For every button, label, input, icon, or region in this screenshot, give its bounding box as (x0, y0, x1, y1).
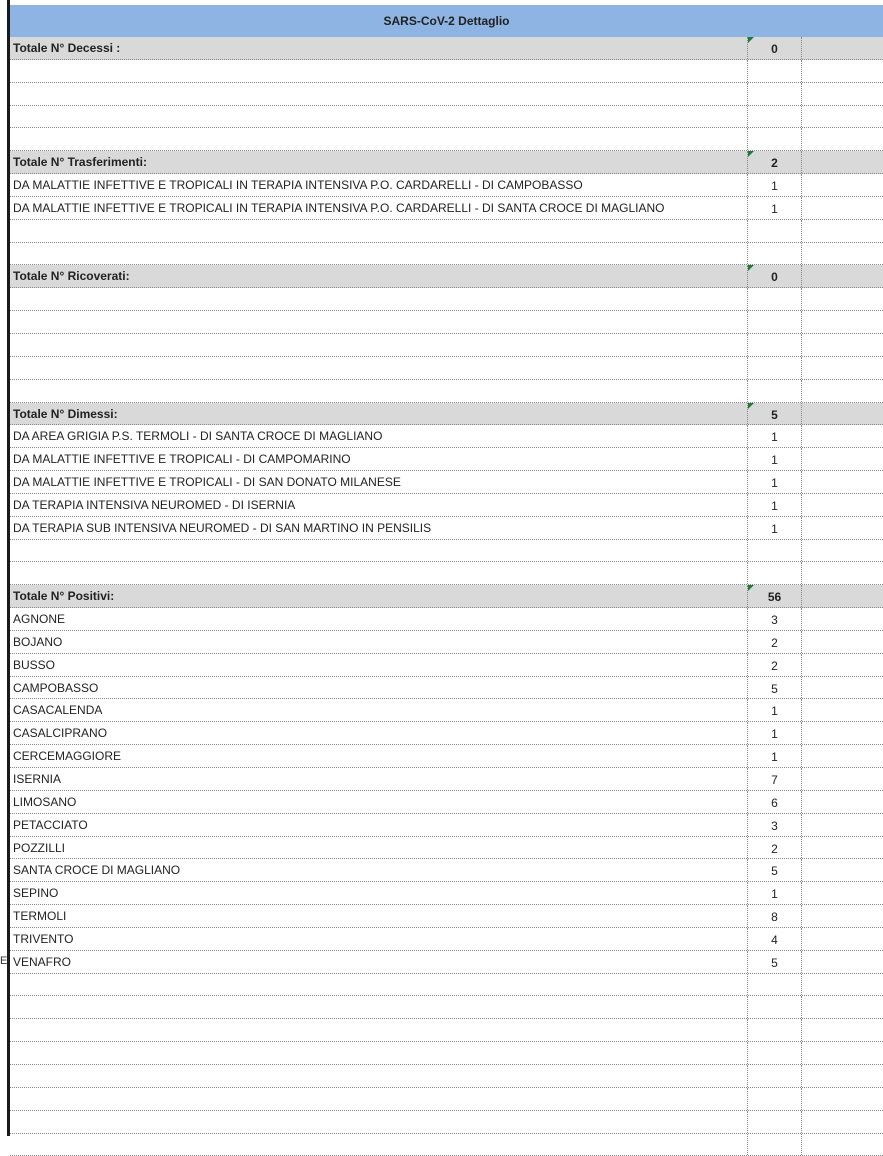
data-table (10, 37, 883, 1156)
empty-cell[interactable] (802, 677, 883, 699)
empty-cell[interactable] (802, 1111, 883, 1133)
empty-row (10, 974, 883, 997)
row-value-cell[interactable]: 2 (747, 631, 802, 653)
row-value-cell[interactable] (747, 334, 802, 356)
empty-cell[interactable] (802, 128, 883, 150)
row-value-cell[interactable]: 4 (747, 928, 802, 950)
table-row (10, 425, 883, 448)
row-value-cell[interactable]: 1 (747, 699, 802, 721)
empty-cell[interactable] (802, 791, 883, 813)
empty-cell[interactable] (802, 1019, 883, 1041)
table-row (10, 448, 883, 471)
empty-cell[interactable] (802, 859, 883, 881)
empty-cell[interactable] (802, 837, 883, 859)
stray-cell-char: E (0, 955, 7, 967)
row-label-cell[interactable]: CASALCIPRANO (10, 722, 747, 744)
table-row (10, 814, 883, 837)
empty-row (10, 1065, 883, 1088)
table-row (10, 677, 883, 700)
row-value-cell[interactable] (747, 540, 802, 562)
table-row (10, 494, 883, 517)
row-value-cell[interactable] (747, 562, 802, 584)
row-label-cell[interactable]: Totale N° Ricoverati: (10, 265, 747, 287)
row-value-cell[interactable] (747, 311, 802, 333)
empty-cell[interactable] (802, 151, 883, 173)
empty-cell[interactable] (802, 951, 883, 973)
row-value-cell[interactable]: 1 (747, 745, 802, 767)
section-total-row (10, 37, 883, 60)
empty-cell[interactable] (802, 631, 883, 653)
table-row (10, 699, 883, 722)
row-value-cell[interactable] (747, 288, 802, 310)
empty-row (10, 1134, 883, 1156)
row-label-cell[interactable] (10, 974, 747, 996)
row-value-cell[interactable]: 1 (747, 197, 802, 219)
empty-row (10, 540, 883, 563)
row-label-cell[interactable] (10, 996, 747, 1018)
empty-cell[interactable] (802, 882, 883, 904)
row-label-cell[interactable]: CAMPOBASSO (10, 677, 747, 699)
table-row (10, 745, 883, 768)
empty-cell[interactable] (802, 334, 883, 356)
row-value-cell[interactable] (747, 357, 802, 379)
row-value-cell[interactable] (747, 1088, 802, 1110)
row-label-cell[interactable] (10, 220, 747, 242)
empty-cell[interactable] (802, 106, 883, 128)
row-value-cell[interactable] (747, 1065, 802, 1087)
empty-row (10, 1042, 883, 1065)
row-value-cell[interactable]: 1 (747, 882, 802, 904)
row-value-cell[interactable]: 5 (747, 403, 802, 425)
empty-row (10, 1111, 883, 1134)
table-row (10, 791, 883, 814)
empty-row (10, 288, 883, 311)
row-label-cell[interactable]: DA TERAPIA SUB INTENSIVA NEUROMED - DI SAN MARTINO IN PENSILIS (10, 517, 747, 539)
table-row (10, 631, 883, 654)
row-label-cell[interactable]: DA AREA GRIGIA P.S. TERMOLI - DI SANTA CROCE DI MAGLIANO (10, 425, 747, 447)
table-row (10, 928, 883, 951)
row-label-cell[interactable] (10, 1134, 747, 1156)
empty-cell[interactable] (802, 1088, 883, 1110)
row-label-cell[interactable]: Totale N° Dimessi: (10, 403, 747, 425)
empty-cell[interactable] (802, 265, 883, 287)
row-label-cell[interactable] (10, 243, 747, 265)
empty-row (10, 380, 883, 403)
empty-cell[interactable] (802, 974, 883, 996)
sheet-title: SARS-CoV-2 Dettaglio (10, 5, 883, 37)
empty-cell[interactable] (802, 60, 883, 82)
empty-cell[interactable] (802, 1134, 883, 1156)
empty-cell[interactable] (802, 494, 883, 516)
row-label-cell[interactable] (10, 334, 747, 356)
row-value-cell[interactable] (747, 1134, 802, 1156)
row-label-cell[interactable]: BUSSO (10, 654, 747, 676)
section-total-row (10, 265, 883, 288)
empty-cell[interactable] (802, 905, 883, 927)
row-label-cell[interactable]: SEPINO (10, 882, 747, 904)
row-value-cell[interactable]: 6 (747, 791, 802, 813)
section-total-row (10, 151, 883, 174)
row-label-cell[interactable] (10, 1088, 747, 1110)
row-label-cell[interactable]: ISERNIA (10, 768, 747, 790)
empty-cell[interactable] (802, 1042, 883, 1064)
table-row (10, 471, 883, 494)
empty-cell[interactable] (802, 745, 883, 767)
row-value-cell[interactable]: 2 (747, 837, 802, 859)
row-label-cell[interactable]: Totale N° Positivi: (10, 585, 747, 607)
table-row (10, 882, 883, 905)
section-total-row (10, 403, 883, 426)
empty-cell[interactable] (802, 1065, 883, 1087)
empty-cell[interactable] (802, 448, 883, 470)
empty-cell[interactable] (802, 403, 883, 425)
row-value-cell[interactable]: 8 (747, 905, 802, 927)
table-row (10, 905, 883, 928)
table-row (10, 197, 883, 220)
row-value-cell[interactable] (747, 380, 802, 402)
table-row (10, 174, 883, 197)
empty-row (10, 128, 883, 151)
row-value-cell[interactable] (747, 220, 802, 242)
row-value-cell[interactable] (747, 83, 802, 105)
empty-row (10, 334, 883, 357)
row-value-cell[interactable]: 1 (747, 722, 802, 744)
row-label-cell[interactable] (10, 288, 747, 310)
row-label-cell[interactable]: LIMOSANO (10, 791, 747, 813)
row-value-cell[interactable]: 1 (747, 471, 802, 493)
row-value-cell[interactable]: 56 (747, 585, 802, 607)
row-label-cell[interactable] (10, 83, 747, 105)
row-label-cell[interactable]: DA MALATTIE INFETTIVE E TROPICALI IN TERAPIA INTENSIVA P.O. CARDARELLI - DI SANTA CROCE DI MAGLIANO (10, 197, 747, 219)
empty-row (10, 1019, 883, 1042)
empty-cell[interactable] (802, 722, 883, 744)
row-value-cell[interactable]: 5 (747, 859, 802, 881)
empty-cell[interactable] (802, 83, 883, 105)
row-label-cell[interactable] (10, 540, 747, 562)
empty-cell[interactable] (802, 996, 883, 1018)
row-value-cell[interactable]: 5 (747, 677, 802, 699)
row-label-cell[interactable] (10, 1042, 747, 1064)
empty-cell[interactable] (802, 357, 883, 379)
empty-cell[interactable] (802, 380, 883, 402)
row-value-cell[interactable] (747, 243, 802, 265)
row-label-cell[interactable] (10, 380, 747, 402)
row-value-cell[interactable] (747, 106, 802, 128)
empty-cell[interactable] (802, 311, 883, 333)
row-value-cell[interactable]: 0 (747, 37, 802, 59)
row-value-cell[interactable] (747, 974, 802, 996)
row-value-cell[interactable]: 3 (747, 814, 802, 836)
empty-row (10, 220, 883, 243)
row-value-cell[interactable] (747, 1111, 802, 1133)
table-row (10, 951, 883, 974)
row-label-cell[interactable]: BOJANO (10, 631, 747, 653)
empty-row (10, 357, 883, 380)
table-row (10, 654, 883, 677)
row-label-cell[interactable] (10, 562, 747, 584)
row-value-cell[interactable]: 2 (747, 654, 802, 676)
row-value-cell[interactable]: 0 (747, 265, 802, 287)
row-label-cell[interactable] (10, 128, 747, 150)
row-label-cell[interactable]: Totale N° Trasferimenti: (10, 151, 747, 173)
table-row (10, 608, 883, 631)
empty-row (10, 83, 883, 106)
row-label-cell[interactable]: PETACCIATO (10, 814, 747, 836)
row-value-cell[interactable] (747, 60, 802, 82)
empty-cell[interactable] (802, 288, 883, 310)
row-label-cell[interactable]: CASACALENDA (10, 699, 747, 721)
row-label-cell[interactable] (10, 1111, 747, 1133)
row-label-cell[interactable] (10, 311, 747, 333)
row-value-cell[interactable] (747, 1042, 802, 1064)
empty-cell[interactable] (802, 425, 883, 447)
row-value-cell[interactable]: 5 (747, 951, 802, 973)
row-value-cell[interactable]: 1 (747, 517, 802, 539)
row-label-cell[interactable]: Totale N° Decessi : (10, 37, 747, 59)
table-row (10, 517, 883, 540)
row-value-cell[interactable]: 7 (747, 768, 802, 790)
row-label-cell[interactable] (10, 106, 747, 128)
table-row (10, 837, 883, 860)
row-value-cell[interactable]: 1 (747, 425, 802, 447)
empty-row (10, 562, 883, 585)
row-label-cell[interactable]: TRIVENTO (10, 928, 747, 950)
section-total-row (10, 585, 883, 608)
empty-row (10, 60, 883, 83)
empty-row (10, 311, 883, 334)
row-label-cell[interactable]: DA MALATTIE INFETTIVE E TROPICALI IN TERAPIA INTENSIVA P.O. CARDARELLI - DI CAMPOBASSO (10, 174, 747, 196)
empty-cell[interactable] (802, 540, 883, 562)
row-label-cell[interactable]: POZZILLI (10, 837, 747, 859)
row-value-cell[interactable]: 1 (747, 494, 802, 516)
row-value-cell[interactable]: 3 (747, 608, 802, 630)
empty-row (10, 1088, 883, 1111)
row-value-cell[interactable]: 1 (747, 448, 802, 470)
empty-cell[interactable] (802, 654, 883, 676)
empty-cell[interactable] (802, 562, 883, 584)
row-label-cell[interactable]: VENAFRO (10, 951, 747, 973)
empty-cell[interactable] (802, 471, 883, 493)
table-row (10, 722, 883, 745)
row-label-cell[interactable]: CERCEMAGGIORE (10, 745, 747, 767)
empty-cell[interactable] (802, 814, 883, 836)
table-row (10, 768, 883, 791)
empty-cell[interactable] (802, 768, 883, 790)
row-label-cell[interactable] (10, 1019, 747, 1041)
row-label-cell[interactable] (10, 1065, 747, 1087)
row-label-cell[interactable]: DA TERAPIA INTENSIVA NEUROMED - DI ISERNIA (10, 494, 747, 516)
table-row (10, 859, 883, 882)
row-label-cell[interactable]: TERMOLI (10, 905, 747, 927)
empty-cell[interactable] (802, 608, 883, 630)
row-value-cell[interactable]: 1 (747, 174, 802, 196)
empty-cell[interactable] (802, 585, 883, 607)
row-value-cell[interactable] (747, 128, 802, 150)
empty-cell[interactable] (802, 37, 883, 59)
row-label-cell[interactable]: DA MALATTIE INFETTIVE E TROPICALI - DI SAN DONATO MILANESE (10, 471, 747, 493)
row-label-cell[interactable]: DA MALATTIE INFETTIVE E TROPICALI - DI CAMPOMARINO (10, 448, 747, 470)
empty-cell[interactable] (802, 220, 883, 242)
empty-cell[interactable] (802, 928, 883, 950)
empty-cell[interactable] (802, 174, 883, 196)
row-value-cell[interactable] (747, 996, 802, 1018)
row-label-cell[interactable] (10, 357, 747, 379)
empty-row (10, 996, 883, 1019)
empty-row (10, 243, 883, 266)
empty-cell[interactable] (802, 243, 883, 265)
row-value-cell[interactable] (747, 1019, 802, 1041)
row-label-cell[interactable]: AGNONE (10, 608, 747, 630)
row-label-cell[interactable] (10, 60, 747, 82)
row-label-cell[interactable]: SANTA CROCE DI MAGLIANO (10, 859, 747, 881)
empty-row (10, 106, 883, 129)
empty-cell[interactable] (802, 699, 883, 721)
empty-cell[interactable] (802, 197, 883, 219)
row-value-cell[interactable]: 2 (747, 151, 802, 173)
empty-cell[interactable] (802, 517, 883, 539)
